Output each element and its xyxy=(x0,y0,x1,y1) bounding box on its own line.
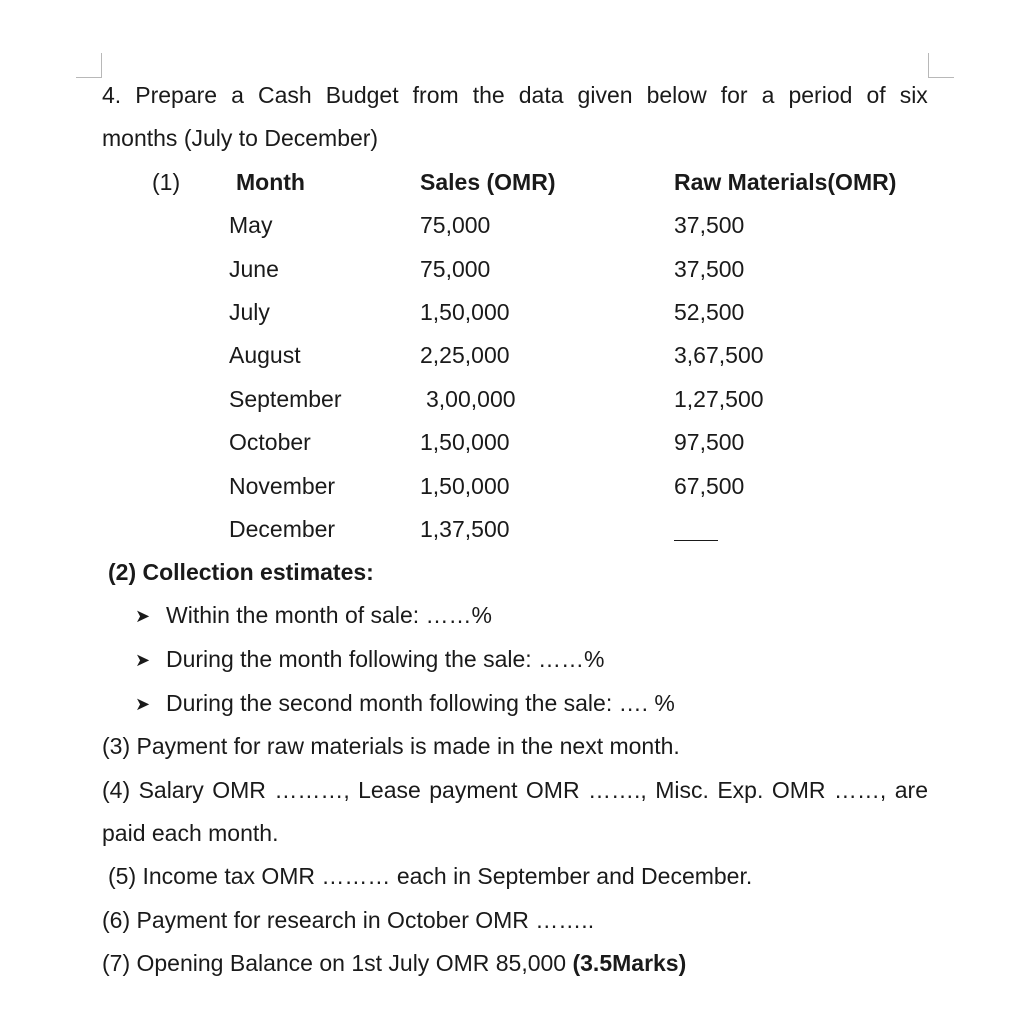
word: OMR xyxy=(212,777,266,803)
cell-sales: 1,50,000 xyxy=(420,429,510,455)
word: for xyxy=(720,82,748,108)
margin-corner-mark xyxy=(76,77,102,78)
word: the xyxy=(472,82,505,108)
word: ……., xyxy=(588,777,647,803)
item-7 xyxy=(102,952,686,975)
collection-title: (2) Collection estimates: xyxy=(108,559,374,585)
cell-raw: 52,500 xyxy=(674,299,745,325)
cell-sales: 75,000 xyxy=(420,256,491,282)
cell-raw: 67,500 xyxy=(674,473,745,499)
cell-month: October xyxy=(229,429,311,455)
word: given xyxy=(577,82,633,108)
word: are xyxy=(894,777,928,803)
cell-sales: 1,50,000 xyxy=(420,473,510,499)
word: a xyxy=(761,82,775,108)
margin-corner-mark xyxy=(101,53,102,78)
word: period xyxy=(788,82,853,108)
margin-corner-mark xyxy=(928,77,954,78)
cell-month: May xyxy=(229,212,273,238)
collection-item: Within the month of sale: ……% xyxy=(166,602,492,628)
word: Budget xyxy=(325,82,399,108)
table-number: (1) xyxy=(152,169,181,195)
cell-raw: 37,500 xyxy=(674,256,745,282)
word: OMR xyxy=(771,777,826,803)
word: Exp. xyxy=(717,777,764,803)
header-sales: Sales (OMR) xyxy=(420,169,556,195)
blank-value-line xyxy=(674,540,718,541)
cell-raw: 97,500 xyxy=(674,429,745,455)
word: ………, xyxy=(274,777,350,803)
word: Prepare xyxy=(135,82,218,108)
cell-month: September xyxy=(229,386,342,412)
item-4-line-1 xyxy=(102,779,928,802)
arrow-bullet-icon: ➤ xyxy=(135,694,151,714)
item-5: (5) Income tax OMR ……… each in September and December. xyxy=(108,863,753,889)
item-3: (3) Payment for raw materials is made in the next month. xyxy=(102,733,680,759)
word: below xyxy=(646,82,707,108)
arrow-bullet-icon: ➤ xyxy=(135,650,151,670)
word: six xyxy=(899,82,928,108)
word: Salary xyxy=(138,777,204,803)
item-7-text: (7) Opening Balance on 1st July OMR 85,000 xyxy=(102,950,573,976)
word: payment xyxy=(429,777,518,803)
header-raw-materials: Raw Materials(OMR) xyxy=(674,169,897,195)
word: from xyxy=(412,82,459,108)
word: Misc. xyxy=(655,777,709,803)
arrow-bullet-icon: ➤ xyxy=(135,606,151,626)
cell-month: November xyxy=(229,473,336,499)
cell-raw: 37,500 xyxy=(674,212,745,238)
collection-item: During the second month following the sale: …. % xyxy=(166,690,675,716)
word: 4. xyxy=(102,82,122,108)
cell-sales: 1,50,000 xyxy=(420,299,510,325)
cell-month: August xyxy=(229,342,301,368)
cell-sales: 1,37,500 xyxy=(420,516,510,542)
word: Cash xyxy=(257,82,312,108)
cell-raw: 3,67,500 xyxy=(674,342,764,368)
cell-raw: 1,27,500 xyxy=(674,386,764,412)
word: OMR xyxy=(525,777,580,803)
item-4-line-2: paid each month. xyxy=(102,820,279,846)
cell-month: June xyxy=(229,256,279,282)
word: a xyxy=(231,82,244,108)
word: (4) xyxy=(102,777,131,803)
question-line-1 xyxy=(102,84,928,107)
word: data xyxy=(518,82,564,108)
cell-sales: 3,00,000 xyxy=(426,386,516,412)
word: ……, xyxy=(833,777,887,803)
question-line-2: months (July to December) xyxy=(102,125,379,151)
word: of xyxy=(866,82,886,108)
item-6: (6) Payment for research in October OMR …….. xyxy=(102,907,595,933)
margin-corner-mark xyxy=(928,53,929,78)
cell-sales: 75,000 xyxy=(420,212,491,238)
marks-label: (3.5Marks) xyxy=(572,950,687,976)
cell-month: July xyxy=(229,299,270,325)
word: Lease xyxy=(358,777,421,803)
collection-item: During the month following the sale: ……% xyxy=(166,646,605,672)
header-month: Month xyxy=(236,169,305,195)
cell-sales: 2,25,000 xyxy=(420,342,510,368)
cell-month: December xyxy=(229,516,336,542)
